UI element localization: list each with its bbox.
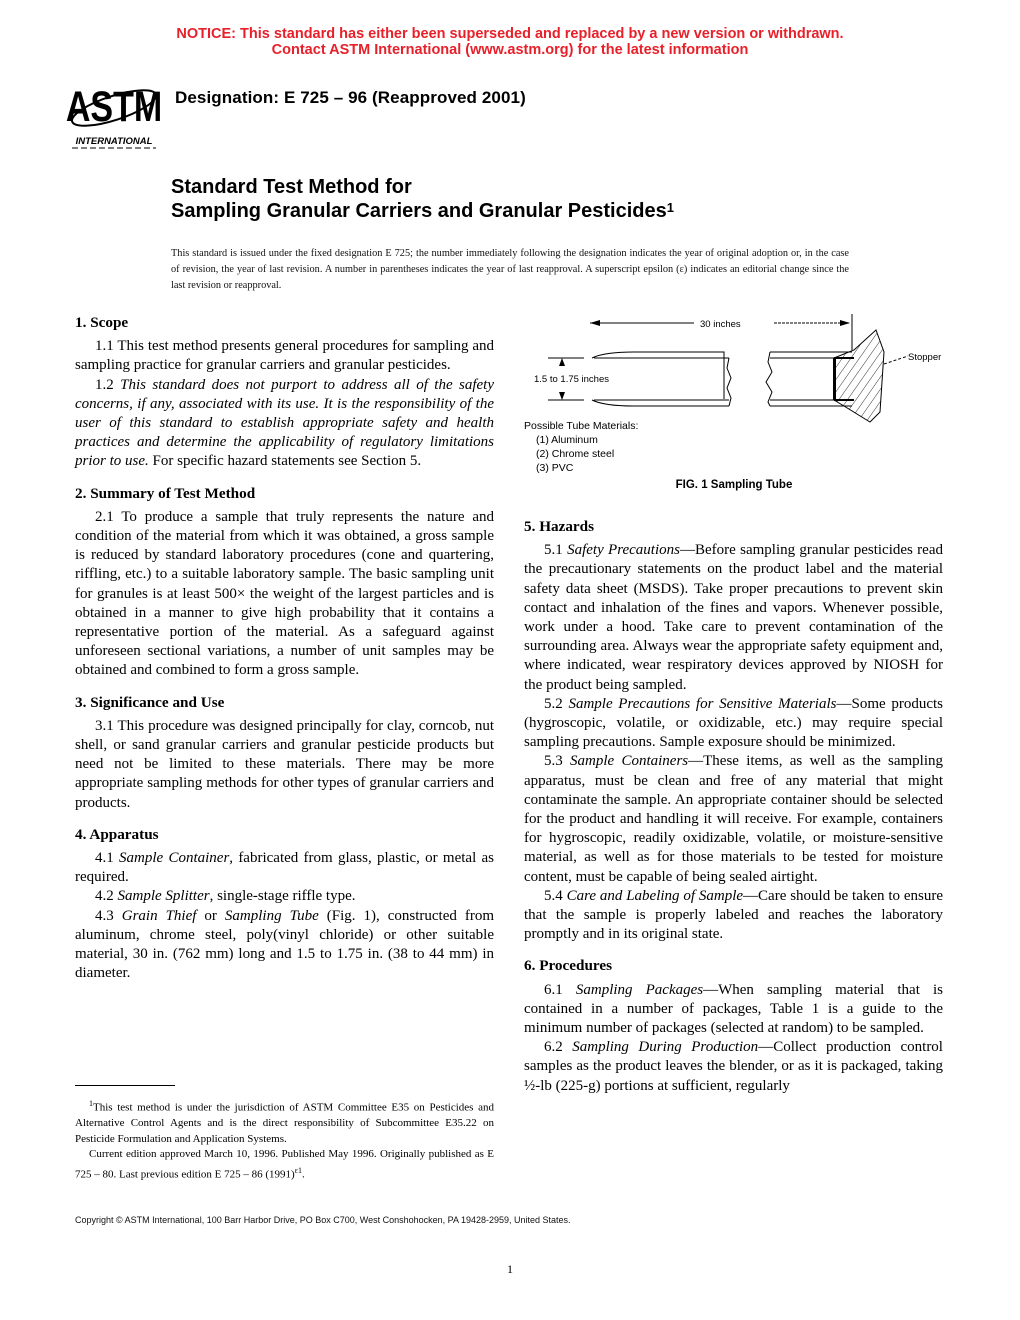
paragraph: 1.2 This standard does not purport to address all of the safety concerns, if any, associated with its use. It is the responsibility of the user of this standard to establish appropriate safety and health practices and determine the applicability of regulatory limitations prior to use. For specific hazard statements see Section 5. [75, 376, 495, 470]
tube-material-item: (3) PVC [536, 462, 574, 474]
left-column [75, 313, 494, 996]
footnote-divider [75, 1085, 175, 1086]
paragraph: 4.1 Sample Container, fabricated from glass, plastic, or metal as required. [75, 850, 495, 886]
svg-text:Stopper: Stopper [908, 352, 942, 363]
paragraph: 4.2 Sample Splitter, single-stage riffle type. [95, 888, 356, 905]
paragraph: 6.2 Sampling During Production—Collect production control samples as the product leaves the blender, or as it is packaged, taking ½-lb (225-g) portions at sufficient, regularly [524, 1039, 943, 1094]
footnote-1: $^1$This test method is under the jurisdiction of ASTM Committee E35 on Pesticides and Alternative Control Agents and is the direct responsibility of Subcommittee E35.22 on Pesticide Formulation and Application Systems. [75, 1099, 494, 1145]
paragraph: 4.3 Grain Thief or Sampling Tube (Fig. 1), constructed from aluminum, chrome steel, poly(vinyl chloride) or other suitable material, 30 in. (762 mm) long and 1.5 to 1.75 in. (38 to 44 mm) in diameter. [75, 907, 495, 982]
title-line2: Sampling Granular Carriers and Granular Pesticides$^1$ [171, 200, 674, 222]
paragraph: 5.1 Safety Precautions—Before sampling granular pesticides read the precautionary statements on the product label and the material safety data sheet (MSDS). Take proper precautions to prevent skin contact and inhalation of the fines and vapors. Whenever possible, work under a hood. Take care to prevent contamination of the surrounding area. Always wear the appropriate safety equipment and, where indicated, wear respiratory devices approved by NIOSH for the product being sampled. [524, 542, 943, 693]
paragraph: 5.2 Sample Precautions for Sensitive Materials—Some products (hygroscopic, volatile, or oxidizable, etc.) may require special sampling precautions. Sample exposure should be minimized. [524, 695, 944, 751]
section-heading: 3. Significance and Use [75, 693, 225, 711]
footnote-edition: Current edition approved March 10, 1996. Published May 1996. Originally published as E 725 – 80. Last previous edition E 725 – 86 $(1991)^{\varepsilon 1}$. [75, 1148, 494, 1181]
section-significance [75, 693, 494, 813]
svg-text:1.5 to 1.75 inches: 1.5 to 1.75 inches [534, 374, 609, 385]
section-scope [75, 313, 494, 472]
section-procedures [524, 956, 943, 1095]
section-heading: 4. Apparatus [75, 825, 159, 843]
tube-materials-list [524, 419, 638, 475]
footnotes [75, 1096, 494, 1183]
section-heading: 6. Procedures [524, 957, 613, 975]
title-line1: Standard Test Method for [171, 176, 412, 198]
issued-note: This standard is issued under the fixed designation E 725; the number immediately following the designation indicates the year of original adoption or, in the case of revision, the year of last revision. A number in parentheses indicates the year of last reapproval. A superscript epsilon (ε) indicates an editorial change since the last revision or reapproval. [171, 248, 849, 291]
tube-materials-title: Possible Tube Materials: [524, 420, 639, 432]
tube-material-item: (1) Aluminum [536, 434, 598, 446]
svg-text:ASTM: ASTM [66, 83, 162, 131]
astm-international-logo [66, 76, 162, 152]
paragraph: 1.1 This test method presents general procedures for sampling and sampling practice for granular carriers and granular pesticides. [75, 338, 494, 374]
withdrawn-notice-line2: Contact ASTM International (www.astm.org) for the latest information [271, 42, 749, 58]
page-number: 1 [507, 1262, 513, 1276]
right-column [524, 517, 943, 1108]
section-apparatus [75, 825, 494, 984]
section-summary [75, 484, 494, 681]
paragraph: 6.1 Sampling Packages—When sampling material that is contained in a number of packages, Table 1 is a guide to the minimum number of packages (selected at random) to be sampled. [524, 981, 943, 1037]
withdrawn-notice-line1: NOTICE: This standard has either been superseded and replaced by a new version or withdrawn. [176, 26, 844, 42]
tube-material-item: (2) Chrome steel [536, 448, 615, 460]
designation: Designation: E 725 – 96 (Reapproved 2001) [175, 88, 526, 107]
paragraph: 5.3 Sample Containers—These items, as well as the sampling apparatus, must be clean and free of any material that might contaminate the sample. An appropriate container should be selected for the product and handling it will receive. For example, containers for hygroscopic, readily oxidizable, volatile, or moisture-sensitive material, as well as for those materials to be tested for moisture content, must be capable of being sealed airtight. [524, 753, 943, 885]
copyright-line: Copyright © ASTM International, 100 Barr Harbor Drive, PO Box C700, West Conshohocken, PA 19428-2959, United States. [75, 1215, 571, 1225]
section-heading: 1. Scope [75, 314, 129, 331]
paragraph: 3.1 This procedure was designed principally for clay, corncob, nut shell, or sand granular carriers and granular pesticide products but need not be limited to these materials. There may be more appropriate sampling methods for other types of granular carriers and products. [75, 717, 494, 811]
figure-caption: FIG. 1 Sampling Tube [675, 479, 793, 491]
paragraph: 2.1 To produce a sample that truly represents the nature and condition of the material from which it was obtained, a gross sample is reduced by standard laboratory procedures (cone and quartering, riffling, etc.) to a suitable laboratory sample. The basic sampling unit for granules is at least 500× the weight of the largest particles and is obtained in a manner to give high probability that it contains a representative portion of the material. As a safeguard against unforeseen sectional variations, a number of unit samples may be obtained and combined to form a gross sample. [75, 508, 494, 679]
title-footnote-mark[interactable]: 1 [666, 200, 674, 215]
section-hazards [524, 517, 943, 944]
section-heading: 5. Hazards [524, 518, 595, 535]
svg-text:30 inches: 30 inches [700, 319, 741, 330]
svg-text:INTERNATIONAL: INTERNATIONAL [75, 136, 153, 147]
section-heading: 2. Summary of Test Method [75, 484, 256, 502]
paragraph: 5.4 Care and Labeling of Sample—Care should be taken to ensure that the sample is properly labeled and reaches the laboratory promptly and in its original state. [524, 887, 944, 943]
